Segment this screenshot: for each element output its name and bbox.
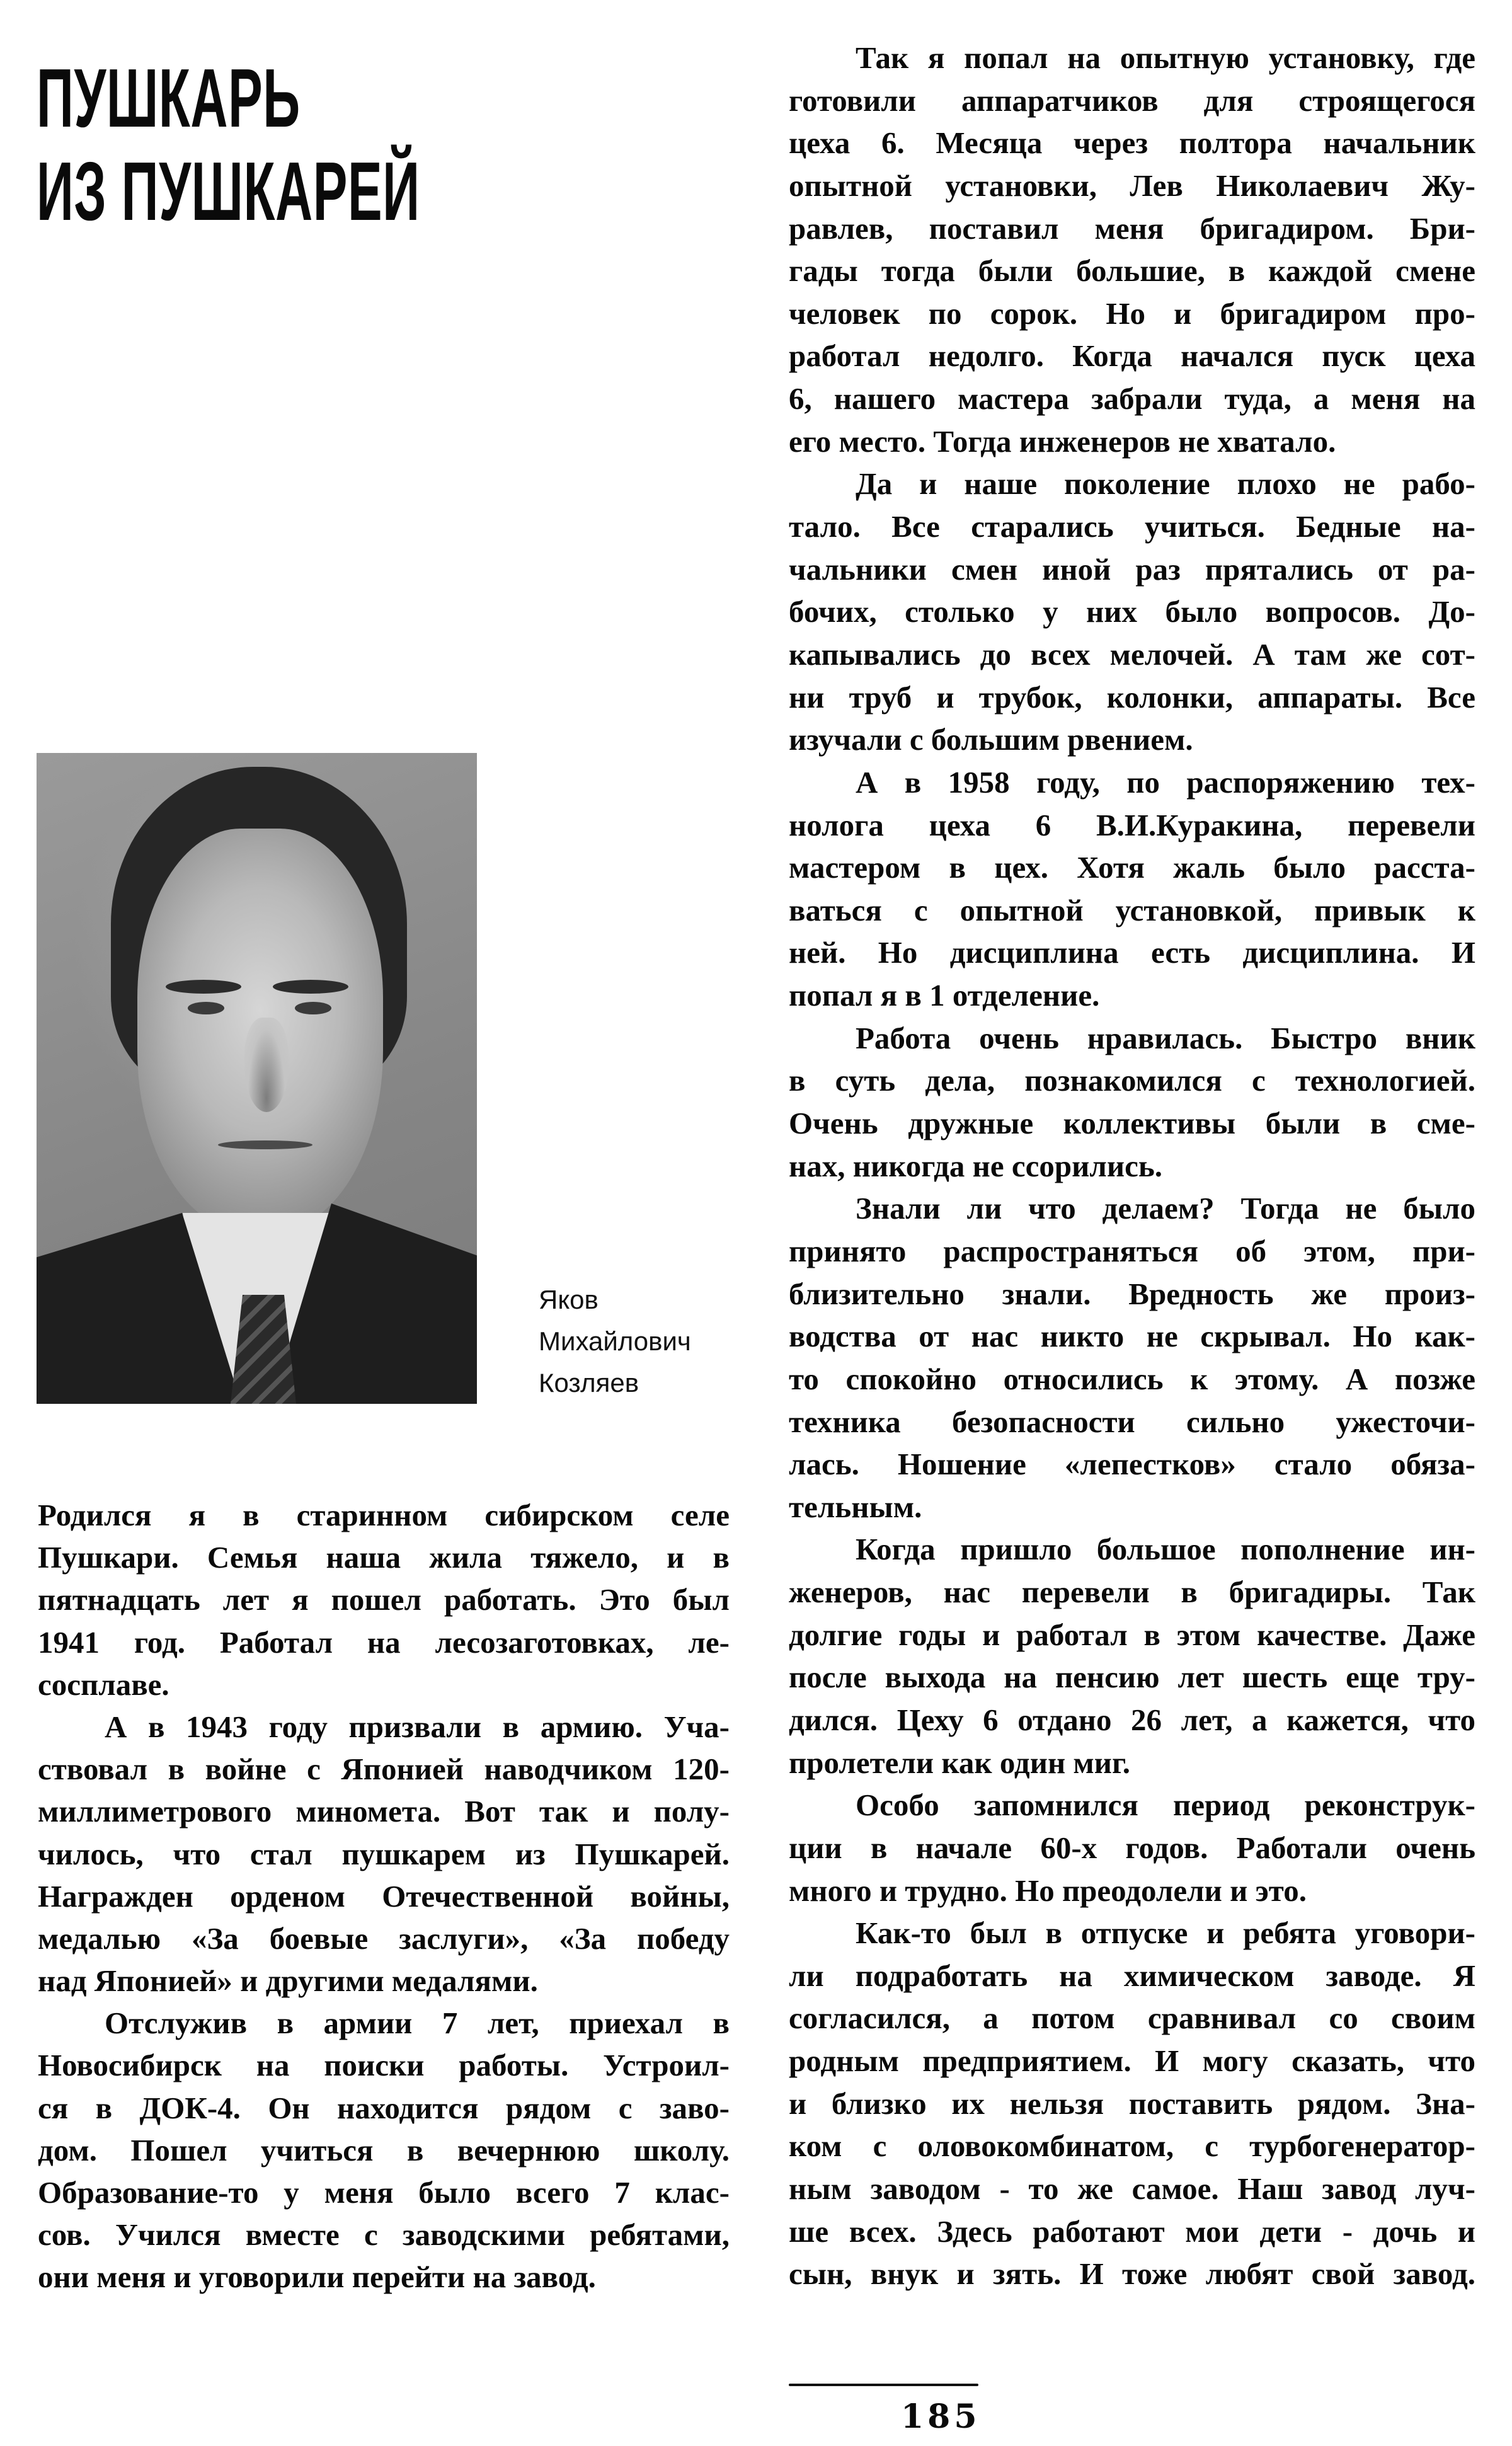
- text-line: человек по сорок. Но и бригадиром про-: [789, 296, 1475, 331]
- photo-caption: [539, 1279, 728, 1404]
- text-line: ся в ДОК-4. Он находится рядом с заво-: [38, 2090, 730, 2125]
- text-line: 6, нашего мастера забрали туда, а меня на: [789, 381, 1475, 416]
- portrait-mouth: [218, 1140, 312, 1149]
- text-line: ваться с опытной установкой, привык к: [789, 892, 1475, 927]
- text-line: медалью «За боевые заслуги», «За победу: [38, 1921, 730, 1956]
- text-line: гады тогда были большие, в каждой смене: [789, 253, 1475, 289]
- text-line: Как-то был в отпуске и ребята уговори-: [856, 1915, 1475, 1951]
- text-line: долгие годы и работал в этом качестве. Даже: [789, 1617, 1475, 1652]
- portrait-photo: [37, 753, 477, 1404]
- text-line: Новосибирск на поиски работы. Устроил-: [38, 2048, 730, 2083]
- text-line: Работа очень нравилась. Быстро вник: [856, 1020, 1475, 1055]
- text-line: готовили аппаратчиков для строящегося: [789, 83, 1475, 118]
- text-line: Да и наше поколение плохо не рабо-: [856, 466, 1475, 502]
- text-line: принято распространяться об этом, при-: [789, 1233, 1475, 1268]
- text-line: нах, никогда не ссорились.: [789, 1148, 1162, 1183]
- text-line: ли подработать на химическом заводе. Я: [789, 1958, 1475, 1993]
- caption-line: Михайлович: [539, 1326, 691, 1356]
- text-line: они меня и уговорили перейти на завод.: [38, 2259, 596, 2295]
- text-line: опытной установки, Лев Николаевич Жу-: [789, 168, 1475, 203]
- caption-line: Козляев: [539, 1368, 639, 1398]
- footer-rule: [789, 2384, 978, 2386]
- text-line: А в 1958 году, по распоряжению тех-: [856, 764, 1475, 800]
- text-line: его место. Тогда инженеров не хватало.: [789, 423, 1336, 459]
- article-title-line: ПУШКАРЬ: [37, 52, 301, 144]
- text-line: дился. Цеху 6 отдано 26 лет, а кажется, что: [789, 1702, 1475, 1737]
- text-line: и близко их нельзя поставить рядом. Зна-: [789, 2086, 1475, 2121]
- body-column-right: [789, 37, 1475, 2295]
- portrait-eye: [295, 1002, 331, 1014]
- text-line: лась. Ношение «лепестков» стало обяза-: [789, 1447, 1475, 1482]
- text-line: сов. Учился вместе с заводскими ребятами,: [38, 2217, 730, 2253]
- text-line: пятнадцать лет я пошел работать. Это был: [38, 1582, 730, 1617]
- text-line: ствовал в войне с Японией наводчиком 120-: [38, 1752, 730, 1787]
- text-line: то спокойно относились к этому. А позже: [789, 1361, 1475, 1396]
- text-line: согласился, а потом сравнивал со своим: [789, 2001, 1475, 2036]
- text-line: изучали с большим рвением.: [789, 722, 1193, 757]
- text-line: 1941 год. Работал на лесозаготовках, ле-: [38, 1624, 730, 1660]
- text-line: ком с оловокомбинатом, с турбогенератор-: [789, 2128, 1475, 2164]
- text-line: чальники смен иной раз прятались от ра-: [789, 551, 1475, 587]
- text-line: много и трудно. Но преодолели и это.: [789, 1873, 1307, 1908]
- text-line: близительно знали. Вредность же произ-: [789, 1276, 1475, 1311]
- text-line: Отслужив в армии 7 лет, приехал в: [105, 2006, 730, 2041]
- text-line: тало. Все старались учиться. Бедные на-: [789, 509, 1475, 544]
- text-line: Родился я в старинном сибирском селе: [38, 1498, 730, 1532]
- text-line: нолога цеха 6 В.И.Куракина, перевели: [789, 807, 1475, 842]
- text-line: капывались до всех мелочей. А там же сот-: [789, 636, 1475, 672]
- portrait-nose: [244, 1018, 289, 1112]
- text-line: Знали ли что делаем? Тогда не было: [856, 1191, 1475, 1226]
- text-line: мастером в цех. Хотя жаль было расста-: [789, 850, 1475, 885]
- text-line: над Японией» и другими медалями.: [38, 1963, 538, 1999]
- portrait-eye: [188, 1002, 224, 1014]
- text-line: чилось, что стал пушкарем из Пушкарей.: [38, 1836, 730, 1871]
- text-line: сын, внук и зять. И тоже любят свой завод.: [789, 2256, 1475, 2292]
- portrait-brow: [273, 980, 348, 994]
- article-title-line: ИЗ ПУШКАРЕЙ: [37, 145, 420, 238]
- text-line: Образование-то у меня было всего 7 клас-: [38, 2175, 730, 2210]
- text-line: Пушкари. Семья наша жила тяжело, и в: [38, 1540, 730, 1575]
- text-line: техника безопасности сильно ужесточи-: [789, 1404, 1475, 1439]
- text-line: Так я попал на опытную установку, где: [856, 40, 1475, 75]
- text-line: попал я в 1 отделение.: [789, 978, 1100, 1013]
- text-line: ше всех. Здесь работают мои дети - дочь и: [789, 2213, 1475, 2249]
- text-line: работал недолго. Когда начался пуск цеха: [789, 338, 1475, 374]
- page-number: 185: [901, 2397, 981, 2436]
- caption-line: Яков: [539, 1285, 598, 1314]
- text-line: водства от нас никто не скрывал. Но как-: [789, 1319, 1475, 1354]
- text-line: равлев, поставил меня бригадиром. Бри-: [789, 210, 1475, 246]
- text-line: пролетели как один миг.: [789, 1745, 1131, 1780]
- text-line: Когда пришло большое пополнение ин-: [856, 1532, 1475, 1567]
- portrait-brow: [166, 980, 241, 994]
- text-line: Очень дружные коллективы были в сме-: [789, 1106, 1475, 1141]
- article-title: [37, 52, 420, 238]
- text-line: после выхода на пенсию лет шесть еще тру-: [789, 1660, 1475, 1695]
- text-line: А в 1943 году призвали в армию. Уча-: [105, 1709, 730, 1744]
- text-line: ции в начале 60-х годов. Работали очень: [789, 1830, 1475, 1865]
- text-line: в суть дела, познакомился с технологией.: [789, 1063, 1475, 1098]
- text-line: бочих, столько у них было вопросов. До-: [789, 594, 1475, 629]
- text-line: Награжден орденом Отечественной войны,: [38, 1878, 730, 1914]
- text-line: ни труб и трубок, колонки, аппараты. Все: [789, 679, 1475, 715]
- text-line: сосплаве.: [38, 1667, 169, 1702]
- text-line: цеха 6. Месяца через полтора начальник: [789, 125, 1475, 161]
- text-line: тельным.: [789, 1489, 922, 1524]
- text-line: миллиметрового миномета. Вот так и полу-: [38, 1794, 730, 1829]
- text-line: Особо запомнился период реконструк-: [856, 1788, 1475, 1823]
- text-line: дом. Пошел учиться в вечернюю школу.: [38, 2132, 730, 2168]
- body-column-left: [38, 1494, 730, 2299]
- text-line: родным предприятием. И могу сказать, что: [789, 2043, 1475, 2079]
- text-line: ным заводом - то же самое. Наш завод луч-: [789, 2171, 1475, 2207]
- text-line: ней. Но дисциплина есть дисциплина. И: [789, 935, 1475, 970]
- text-line: женеров, нас перевели в бригадиры. Так: [789, 1575, 1475, 1610]
